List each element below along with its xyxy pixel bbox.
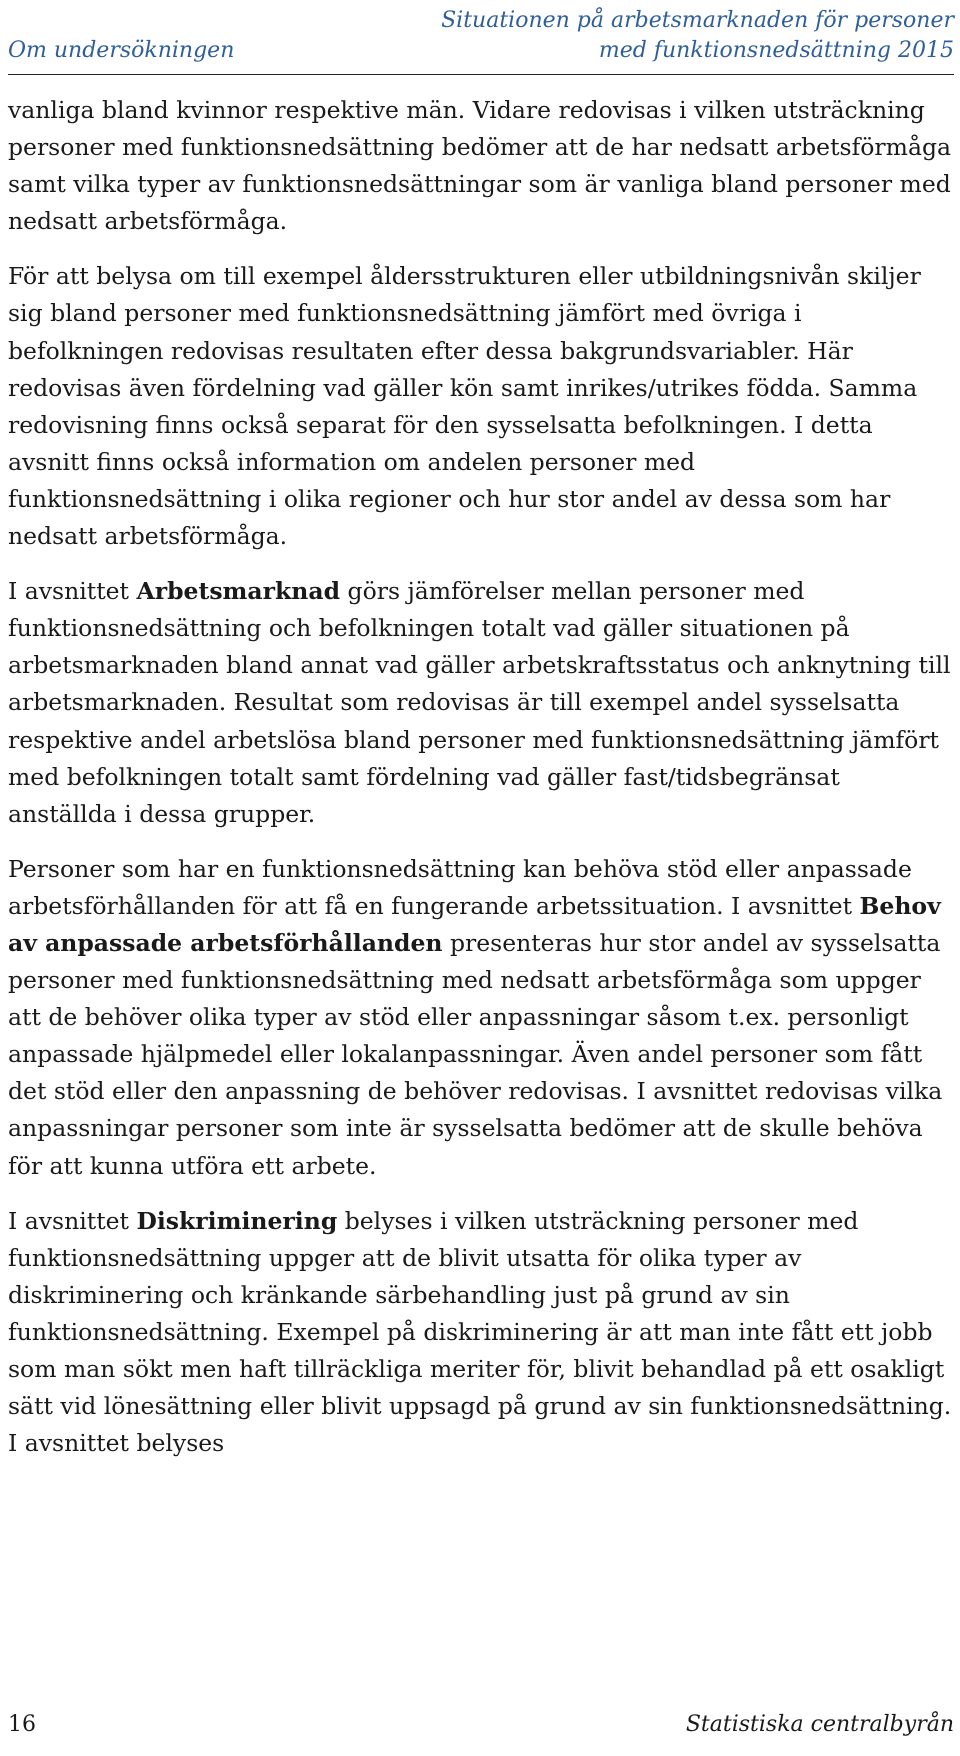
page-number: 16 (8, 1712, 36, 1737)
paragraph-2: För att belysa om till exempel åldersstrukturen eller utbildningsnivån skiljer sig bland personer med funktionsnedsättning jämfört med övriga i befolkningen redovisas resultaten efter dessa bakgrundsvariabler. Här redovisas även fördelning vad gäller kön samt inrikes/utrikes födda. Samma redovisning finns också separat för den sysselsatta befolkningen. I detta avsnitt finns också information om andelen personer med funktionsnedsättning i olika regioner och hur stor andel av dessa som har nedsatt arbetsförmåga. (8, 262, 921, 551)
section-ref-diskriminering: Diskriminering (136, 1206, 338, 1235)
header-divider (8, 74, 954, 75)
paragraph-5-text-start: I avsnittet (8, 1206, 137, 1235)
paragraph-5 (8, 1203, 954, 1463)
header-section-title: Om undersökningen (8, 38, 235, 63)
page-footer (8, 1712, 954, 1746)
header-publication-title-line2: med funktionsnedsättning 2015 (598, 38, 954, 63)
publisher-name: Statistiska centralbyrån (685, 1712, 954, 1737)
paragraph-4-text-start: Personer som har en funktionsnedsättning kan behöva stöd eller anpassade arbetsförhållanden för att få en fungerande arbetssituation. I avsnittet (8, 854, 912, 920)
header-publication-title-line1: Situationen på arbetsmarknaden för personer (441, 8, 954, 33)
paragraph-3 (8, 573, 954, 833)
paragraph-4-text-end: presenteras hur stor andel av sysselsatta personer med funktionsnedsättning med nedsatt arbetsförmåga som uppger att de behöver olika typer av stöd eller anpassningar såsom t.ex. personligt anpassade hjälpmedel eller lokalanpassningar. Även andel personer som fått det stöd eller den anpassning de behöver redovisas. I avsnittet redovisas vilka anpassningar personer som inte är sysselsatta bedömer att de skulle behöva för att kunna utföra ett arbete. (8, 928, 943, 1180)
body-text (8, 92, 954, 1480)
paragraph-3-text-start: I avsnittet (8, 577, 137, 606)
paragraph-5-text-end: belyses i vilken utsträckning personer med funktionsnedsättning uppger att de blivit utsatta för olika typer av diskriminering och kränkande särbehandling just på grund av sin funktionsnedsättning. Exempel på diskriminering är att man inte fått ett jobb som man sökt men haft tillräckliga meriter för, blivit behandlad på ett osakligt sätt vid lönesättning eller blivit uppsagd på grund av sin funktionsnedsättning. I avsnittet belyses (8, 1206, 952, 1458)
paragraph-3-text-end: görs jämförelser mellan personer med funktionsnedsättning och befolkningen totalt vad gäller situationen på arbetsmarknaden bland annat vad gäller arbetskraftsstatus och anknytning till arbetsmarknaden. Resultat som redovisas är till exempel andel sysselsatta respektive andel arbetslösa bland personer med funktionsnedsättning jämfört med befolkningen totalt samt fördelning vad gäller fast/tidsbegränsat anställda i dessa grupper. (8, 577, 951, 828)
running-header (8, 4, 954, 64)
section-ref-arbetsmarknad: Arbetsmarknad (136, 577, 341, 606)
header-publication-title (441, 6, 954, 66)
paragraph-1: vanliga bland kvinnor respektive män. Vidare redovisas i vilken utsträckning personer med funktionsnedsättning bedömer att de har nedsatt arbetsförmåga samt vilka typer av funktionsnedsättningar som är vanliga bland personer med nedsatt arbetsförmåga. (8, 96, 952, 236)
paragraph-4 (8, 851, 954, 1185)
section-ref-behov: Behov av anpassade arbetsförhållanden (8, 891, 941, 957)
